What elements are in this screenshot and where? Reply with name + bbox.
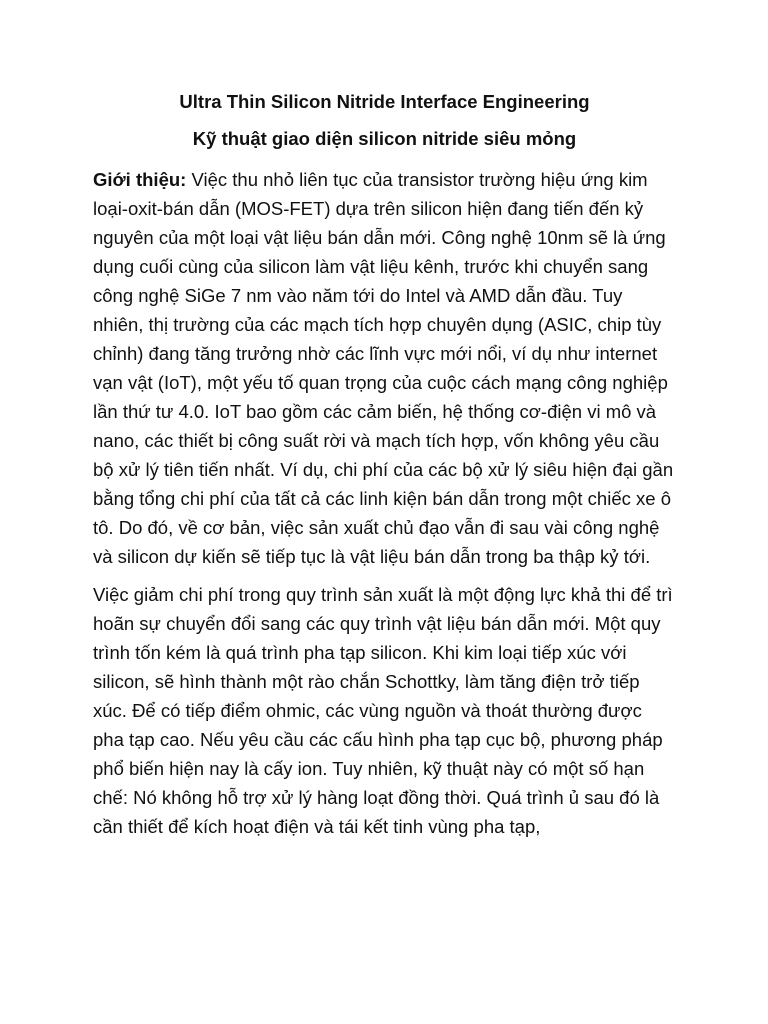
- document-title-english: Ultra Thin Silicon Nitride Interface Engineering: [179, 91, 590, 112]
- paragraph-1-text: Việc thu nhỏ liên tục của transistor trường hiệu ứng kim loại-oxit-bán dẫn (MOS-FET) dựa trên silicon hiện đang tiến đến kỷ nguyên của một loại vật liệu bán dẫn mới. Công nghệ 10nm sẽ là ứng dụng cuối cùng của silicon làm vật liệu kênh, trước khi chuyển sang công nghệ SiGe 7 nm vào năm tới do Intel và AMD dẫn đầu. Tuy nhiên, thị trường của các mạch tích hợp chuyên dụng (ASIC, chip tùy chỉnh) đang tăng trưởng nhờ các lĩnh vực mới nổi, ví dụ như internet vạn vật (IoT), một yếu tố quan trọng của cuộc cách mạng công nghiệp lần thứ tư 4.0. IoT bao gồm các cảm biến, hệ thống cơ-điện vi mô và nano, các thiết bị công suất rời và mạch tích hợp, vốn không yêu cầu bộ xử lý tiên tiến nhất. Ví dụ, chi phí của các bộ xử lý siêu hiện đại gần bằng tổng chi phí của tất cả các linh kiện bán dẫn trong một chiếc xe ô tô. Do đó, về cơ bản, việc sản xuất chủ đạo vẫn đi sau vài công nghệ và silicon dự kiến sẽ tiếp tục là vật liệu bán dẫn trong ba thập kỷ tới.: [93, 169, 674, 567]
- paragraph-introduction: [93, 165, 676, 571]
- intro-label: Giới thiệu:: [93, 169, 187, 190]
- paragraph-2: Việc giảm chi phí trong quy trình sản xuất là một động lực khả thi để trì hoãn sự chuyển đổi sang các quy trình vật liệu bán dẫn mới. Một quy trình tốn kém là quá trình pha tạp silicon. Khi kim loại tiếp xúc với silicon, sẽ hình thành một rào chắn Schottky, làm tăng điện trở tiếp xúc. Để có tiếp điểm ohmic, các vùng nguồn và thoát thường được pha tạp cao. Nếu yêu cầu các cấu hình pha tạp cục bộ, phương pháp phổ biến hiện nay là cấy ion. Tuy nhiên, kỹ thuật này có một số hạn chế: Nó không hỗ trợ xử lý hàng loạt đồng thời. Quá trình ủ sau đó là cần thiết để kích hoạt điện và tái kết tinh vùng pha tạp,: [93, 584, 673, 837]
- document-title-vietnamese: Kỹ thuật giao diện silicon nitride siêu mỏng: [192, 128, 577, 149]
